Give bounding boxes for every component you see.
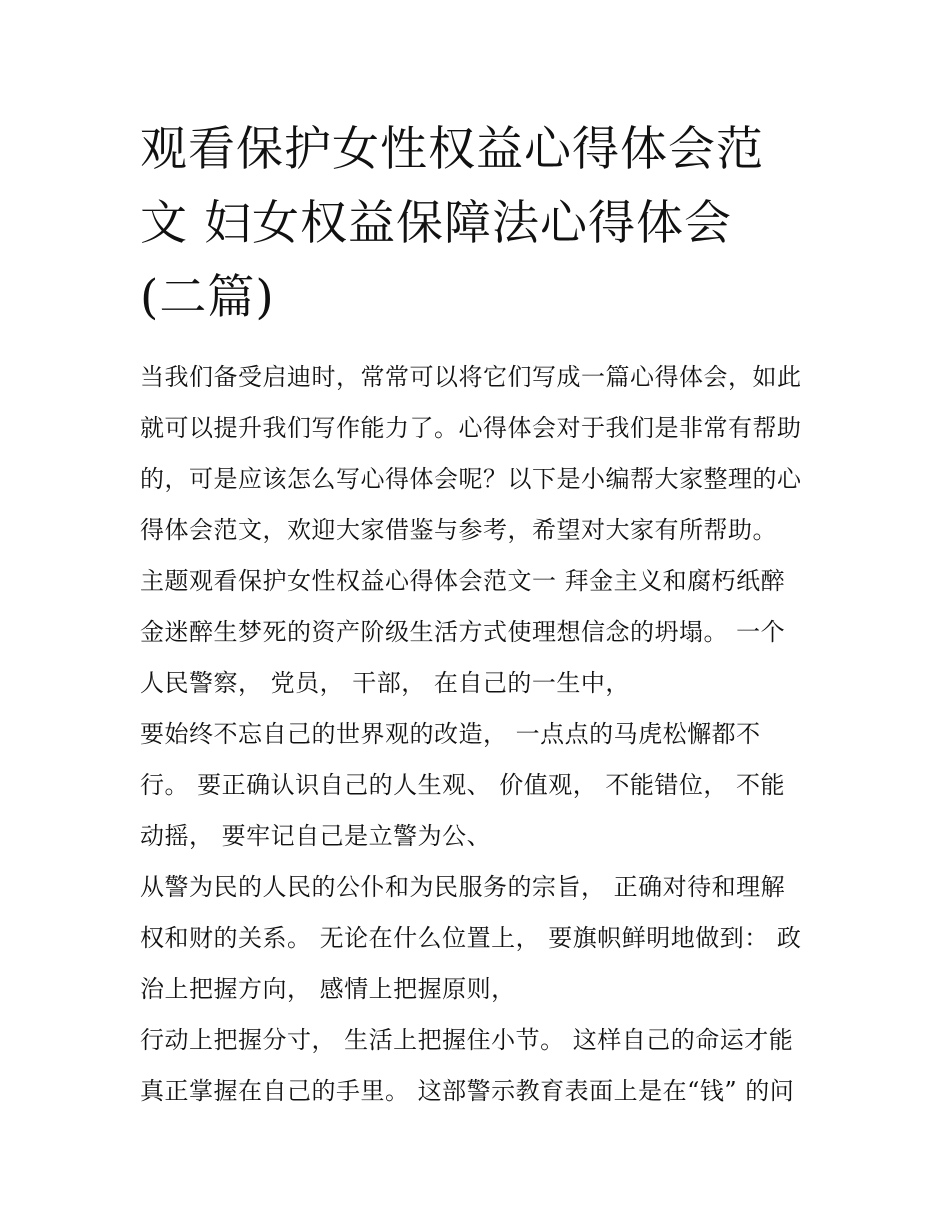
body-line-11: 从警为民的人民的公仆和为民服务的宗旨， 正确对待和理解	[140, 873, 786, 901]
body-line-13: 治上把握方向， 感情上把握原则，	[140, 975, 516, 1003]
body-line-15: 真正掌握在自己的手里。 这部警示教育表面上是在“钱” 的问	[140, 1077, 795, 1105]
body-line-10: 动摇， 要牢记自己是立警为公、	[140, 822, 492, 850]
title-line-2: 文 妇女权益保障法心得体会	[140, 196, 732, 251]
title-line-1: 观看保护女性权益心得体会范	[140, 122, 764, 177]
document-body	[140, 352, 830, 1117]
body-line-12: 权和财的关系。 无论在什么位置上， 要旗帜鲜明地做到： 政	[140, 924, 802, 952]
body-line-6: 金迷醉生梦死的资产阶级生活方式使理想信念的坍塌。 一个	[140, 618, 786, 646]
body-line-5: 主题观看保护女性权益心得体会范文一 拜金主义和腐朽纸醉	[140, 567, 786, 595]
body-line-7: 人民警察， 党员， 干部， 在自己的一生中，	[140, 669, 630, 697]
body-line-1: 当我们备受启迪时，常常可以将它们写成一篇心得体会，如此	[140, 363, 802, 391]
body-line-14: 行动上把握分寸， 生活上把握住小节。 这样自己的命运才能	[140, 1026, 794, 1054]
body-line-8: 要始终不忘自己的世界观的改造， 一点点的马虎松懈都不	[140, 720, 761, 748]
body-line-2: 就可以提升我们写作能力了。心得体会对于我们是非常有帮助	[140, 414, 802, 442]
document-title	[140, 113, 820, 335]
body-line-4: 得体会范文，欢迎大家借鉴与参考，希望对大家有所帮助。	[140, 516, 777, 544]
body-line-3: 的，可是应该怎么写心得体会呢？以下是小编帮大家整理的心	[140, 465, 802, 493]
body-line-9: 行。 要正确认识自己的人生观、 价值观， 不能错位， 不能	[140, 771, 786, 799]
title-line-3: (二篇)	[140, 270, 275, 325]
